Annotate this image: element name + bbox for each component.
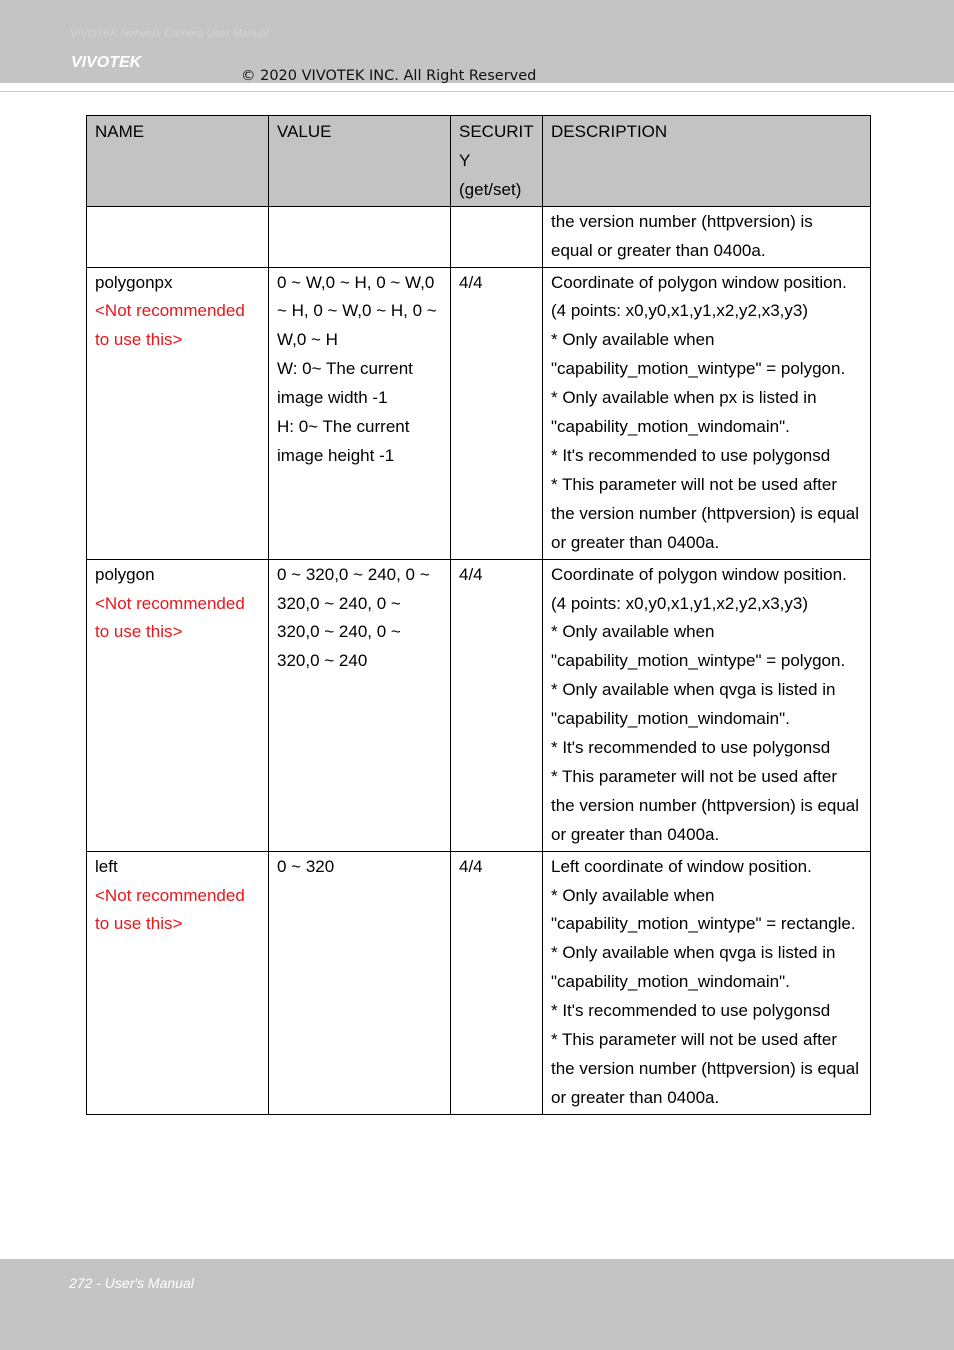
table-row-polygonpx: [87, 267, 871, 559]
value-line: 0 ~ W,0 ~ H, 0 ~ W,0 ~ H, 0 ~ W,0 ~ H, 0 ~ W,0 ~ H: [277, 272, 437, 350]
description-line: * This parameter will not be used after the version number (httpversion) is equal or greater than 0400a.: [551, 766, 860, 844]
cell-name: [87, 206, 269, 267]
header-bar: [0, 0, 954, 83]
cell-value: [269, 267, 451, 559]
description-line: * It's recommended to use polygonsd: [551, 1001, 831, 1021]
security-header-line: (get/set): [459, 179, 522, 199]
security-header-line: SECURITY: [459, 122, 534, 170]
table-row-continued: [87, 206, 871, 267]
value-line: H: 0~ The current image height -1: [277, 417, 410, 465]
cell-value: [269, 851, 451, 1114]
cell-description: [543, 851, 871, 1114]
column-header-description: DESCRIPTION: [543, 116, 871, 207]
cell-security: 4/4: [451, 559, 543, 851]
header-faint-text: VIVOTEK Network Camera User Manual: [70, 28, 269, 40]
param-name: polygonpx: [95, 272, 173, 292]
description-line: (4 points: x0,y0,x1,y1,x2,y2,x3,y3): [551, 301, 809, 321]
brand-logo: VIVOTEK: [71, 54, 142, 71]
cell-security: 4/4: [451, 851, 543, 1114]
column-header-name: NAME: [87, 116, 269, 207]
description-line: equal or greater than 0400a.: [551, 240, 766, 260]
column-header-security: [451, 116, 543, 207]
header-divider: [0, 91, 954, 92]
description-line: * This parameter will not be used after the version number (httpversion) is equal or greater than 0400a.: [551, 1030, 860, 1107]
not-recommended-note: <Not recommended to use this>: [95, 301, 245, 350]
description-line: * Only available when px is listed in "capability_motion_windomain".: [551, 388, 817, 437]
copyright-text: © 2020 VIVOTEK INC. All Right Reserved: [241, 68, 537, 84]
description-line: * Only available when "capability_motion_wintype" = polygon.: [551, 330, 846, 379]
column-header-value: VALUE: [269, 116, 451, 207]
table-header-row: [87, 116, 871, 207]
manual-label: 272 - User's Manual: [69, 1275, 194, 1291]
param-name: left: [95, 856, 118, 876]
description-line: * This parameter will not be used after the version number (httpversion) is equal or greater than 0400a.: [551, 474, 860, 552]
description-line: Left coordinate of window position.: [551, 856, 812, 876]
description-line: the version number (httpversion) is: [551, 211, 813, 231]
description-line: * Only available when "capability_motion_wintype" = rectangle.: [551, 885, 856, 934]
value-line: 0 ~ 320: [277, 856, 335, 876]
cell-value: [269, 559, 451, 851]
description-line: * It's recommended to use polygonsd: [551, 738, 831, 758]
cell-name: [87, 267, 269, 559]
description-line: Coordinate of polygon window position.: [551, 272, 847, 292]
description-line: * Only available when "capability_motion_wintype" = polygon.: [551, 622, 846, 671]
cell-description: [543, 559, 871, 851]
not-recommended-note: <Not recommended to use this>: [95, 885, 245, 934]
description-line: * Only available when qvga is listed in "capability_motion_windomain".: [551, 943, 836, 992]
description-line: * It's recommended to use polygonsd: [551, 445, 831, 465]
cell-name: [87, 559, 269, 851]
param-name: polygon: [95, 564, 155, 584]
table-row-polygon: [87, 559, 871, 851]
value-line: 0 ~ 320,0 ~ 240, 0 ~ 320,0 ~ 240, 0 ~ 320,0 ~ 240, 0 ~ 320,0 ~ 240: [277, 564, 430, 671]
description-line: * Only available when qvga is listed in "capability_motion_windomain".: [551, 680, 836, 729]
table-row-left: [87, 851, 871, 1114]
footer-bar: [0, 1259, 954, 1350]
description-line: Coordinate of polygon window position.: [551, 564, 847, 584]
value-line: W: 0~ The current image width -1: [277, 359, 413, 408]
description-line: (4 points: x0,y0,x1,y1,x2,y2,x3,y3): [551, 593, 809, 613]
parameter-table: [86, 115, 871, 1115]
cell-name: [87, 851, 269, 1114]
cell-description: [543, 206, 871, 267]
cell-description: [543, 267, 871, 559]
cell-security: 4/4: [451, 267, 543, 559]
cell-security: [451, 206, 543, 267]
cell-value: [269, 206, 451, 267]
not-recommended-note: <Not recommended to use this>: [95, 593, 245, 642]
